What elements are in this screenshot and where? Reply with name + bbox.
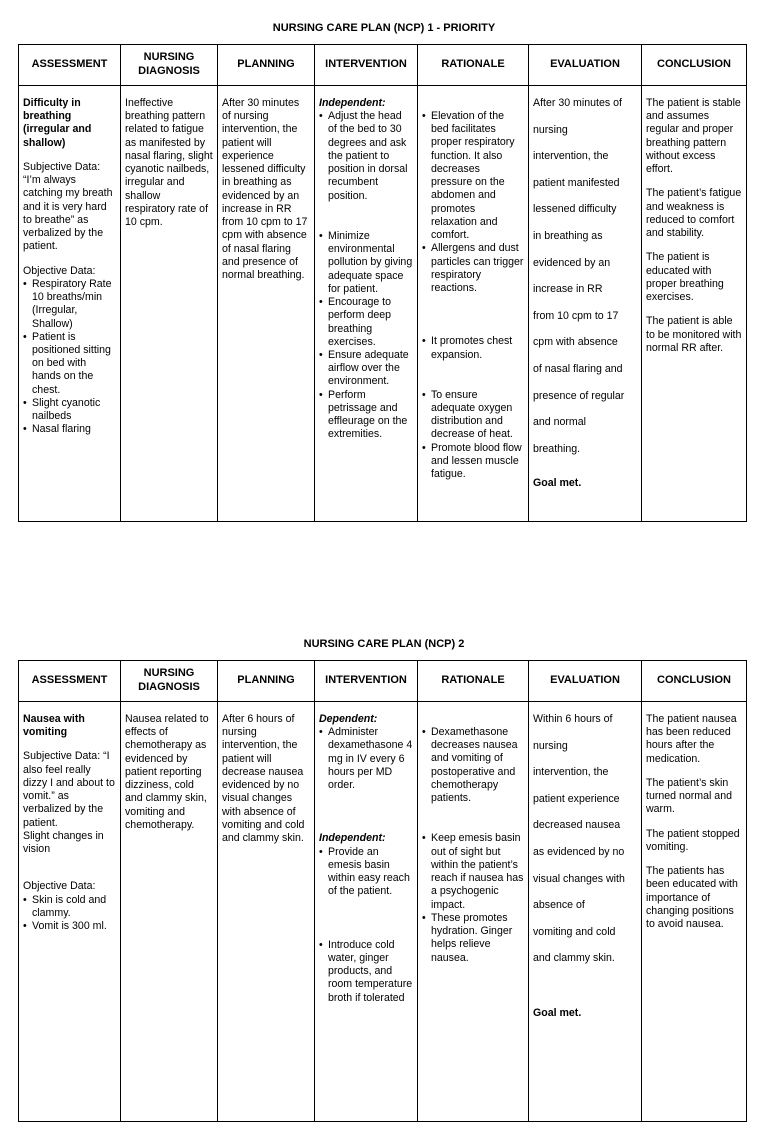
ncp1-conclusion-2: The patient’s fatigue and weakness is reduced to comfort and stability. [646, 187, 742, 240]
list-item: • Allergens and dust particles can trigger respiratory reactions. [422, 242, 524, 295]
ncp2-subjective-extra: Slight changes in vision [23, 829, 104, 856]
ncp2-body-row [19, 702, 747, 1122]
ncp2-intervention-cell [315, 702, 418, 1122]
list-item: • Nasal flaring [23, 423, 116, 436]
eval-line: After 30 minutes of [533, 97, 622, 109]
ncp2-planning: After 6 hours of nursing intervention, the patient will decrease nausea evidenced by no visual changes with absence of vomiting and cold and clammy skin. [222, 713, 305, 845]
list-item: • Slight cyanotic nailbeds [23, 397, 116, 423]
header-intervention: INTERVENTION [315, 45, 418, 86]
ncp2-dependent-label: Dependent: [319, 713, 378, 725]
ncp1-body-row [19, 86, 747, 522]
header-evaluation: EVALUATION [529, 45, 642, 86]
eval-line: lessened difficulty [533, 203, 617, 216]
list-item: • Minimize environmental pollution by giving adequate space for patient. [319, 230, 413, 296]
list-item: • Dexamethasone decreases nausea and vomiting of postoperative and chemotherapy patients. [422, 726, 524, 805]
ncp1-intervention-cell [315, 86, 418, 522]
ncp2-objective-label: Objective Data: [23, 880, 96, 893]
eval-line: patient manifested [533, 176, 620, 189]
header-rationale: RATIONALE [418, 45, 529, 86]
ncp1-rationale-list [422, 110, 524, 481]
list-item: • Patient is positioned sitting on bed with hands on the chest. [23, 331, 116, 397]
ncp2-independent-list [319, 846, 413, 1005]
list-item: • Perform petrissage and effleurage on the extremities. [319, 389, 413, 442]
eval-line: vomiting and cold [533, 925, 616, 938]
eval-line: of nasal flaring and [533, 362, 623, 375]
ncp2-title: NURSING CARE PLAN (NCP) 2 [303, 638, 465, 650]
header-planning: PLANNING [218, 661, 315, 702]
ncp1-problem: Difficulty in breathing (irregular and shallow) [23, 97, 92, 149]
ncp1-header-row [19, 45, 747, 86]
ncp1-diagnosis: Ineffective breathing pattern related to fatigue as manifested by nasal flaring, slight cyanotic nailbeds, irregular and shallow respiratory rate of 10 cpm. [125, 97, 213, 229]
eval-line: patient experience [533, 792, 620, 805]
eval-line: Within 6 hours of [533, 713, 613, 725]
ncp1-planning: After 30 minutes of nursing intervention, the patient will experience lessened difficulty in breathing as evidenced by an increase in RR from 10 cpm to 17 cpm with absence of nasal flaring and presence of normal breathing. [222, 97, 308, 282]
ncp1-subjective: Subjective Data: “I’m always catching my breath and it is very hard to breathe” as verbalized by the patient. [23, 160, 113, 253]
eval-line: presence of regular [533, 389, 625, 402]
ncp1-conclusion-cell [642, 86, 747, 522]
ncp1-evaluation-cell [529, 86, 642, 522]
ncp2-assessment-cell [19, 702, 121, 1122]
eval-line: increase in RR [533, 283, 603, 296]
list-item: • Promote blood flow and lessen muscle fatigue. [422, 442, 524, 482]
ncp1-goal: Goal met. [533, 477, 582, 490]
ncp2-rationale-list [422, 726, 524, 965]
eval-line: as evidenced by no [533, 845, 625, 858]
ncp2-problem: Nausea with vomiting [23, 713, 85, 739]
eval-line: in breathing as [533, 229, 603, 242]
list-item: • Respiratory Rate 10 breaths/min (Irregular, Shallow) [23, 278, 116, 331]
eval-line: breathing. [533, 442, 581, 455]
eval-line: absence of [533, 899, 585, 912]
list-item: • These promotes hydration. Ginger helps relieve nausea. [422, 912, 524, 965]
list-item: • Elevation of the bed facilitates proper respiratory function. It also decreases pressure on the abdomen and promotes relaxation and comfort. [422, 110, 524, 242]
list-item: • Provide an emesis basin within easy reach of the patient. [319, 846, 413, 899]
eval-line: and clammy skin. [533, 952, 615, 965]
eval-line: nursing [533, 123, 568, 136]
header-intervention: INTERVENTION [315, 661, 418, 702]
ncp1-table [18, 44, 747, 522]
ncp2-conclusion-4: The patients has been educated with importance of changing positions to avoid nausea. [646, 865, 738, 931]
eval-line: cpm with absence [533, 336, 618, 349]
list-item: • Encourage to perform deep breathing exercises. [319, 296, 413, 349]
list-item: • Keep emesis basin out of sight but within the patient’s reach if nausea has a psychogenic impact. [422, 832, 524, 911]
header-assessment: ASSESSMENT [19, 661, 121, 702]
eval-line: visual changes with [533, 872, 625, 885]
eval-line: nursing [533, 739, 568, 752]
ncp1-assessment-cell [19, 86, 121, 522]
ncp1-conclusion-3: The patient is educated with proper breathing exercises. [646, 251, 724, 304]
ncp1-objective-list [23, 278, 116, 437]
ncp1-rationale-cell [418, 86, 529, 522]
header-conclusion: CONCLUSION [642, 661, 747, 702]
ncp2-table [18, 660, 747, 1122]
eval-line: decreased nausea [533, 819, 621, 832]
ncp1-conclusion-1: The patient is stable and assumes regular and proper breathing pattern without excess effort. [646, 97, 741, 176]
ncp2-subjective: Subjective Data: “I also feel really dizzy I and about to vomit.” as verbalized by the patient. [23, 750, 115, 829]
header-assessment: ASSESSMENT [19, 45, 121, 86]
ncp2-conclusion-1: The patient nausea has been reduced hours after the medication. [646, 713, 737, 765]
list-item: • It promotes chest expansion. [422, 335, 524, 361]
ncp2-dependent-list [319, 726, 413, 792]
header-evaluation: EVALUATION [529, 661, 642, 702]
eval-line: from 10 cpm to 17 [533, 309, 619, 322]
ncp2-independent-label: Independent: [319, 832, 386, 845]
list-item: • To ensure adequate oxygen distribution and decrease of heat. [422, 389, 524, 442]
ncp2-rationale-cell [418, 702, 529, 1122]
eval-line: and normal [533, 416, 586, 429]
ncp2-diagnosis-cell [121, 702, 218, 1122]
ncp2-conclusion-cell [642, 702, 747, 1122]
ncp2-goal: Goal met. [533, 1006, 582, 1019]
header-planning: PLANNING [218, 45, 315, 86]
eval-line: evidenced by an [533, 256, 611, 269]
list-item: • Vomit is 300 ml. [23, 920, 116, 933]
list-item: • Administer dexamethasone 4 mg in IV every 6 hours per MD order. [319, 726, 413, 792]
ncp2-diagnosis: Nausea related to effects of chemotherapy as evidenced by patient reporting dizziness, cold and clammy skin, vomiting and chemotherapy. [125, 713, 209, 831]
ncp2-conclusion-3: The patient stopped vomiting. [646, 827, 740, 853]
list-item: • Adjust the head of the bed to 30 degrees and ask the patient to position in dorsal recumbent position. [319, 110, 413, 203]
header-nursing-diagnosis: NURSING DIAGNOSIS [121, 45, 218, 86]
list-item: • Introduce cold water, ginger products, and room temperature broth if tolerated [319, 939, 413, 1005]
ncp2-conclusion-2: The patient’s skin turned normal and warm. [646, 776, 732, 816]
ncp1-intervention-list [319, 110, 413, 441]
ncp1-planning-cell [218, 86, 315, 522]
eval-line: intervention, the [533, 150, 609, 163]
list-item: • Ensure adequate airflow over the environment. [319, 349, 413, 389]
ncp2-objective-list [23, 894, 116, 934]
ncp1-title: NURSING CARE PLAN (NCP) 1 - PRIORITY [272, 22, 496, 34]
list-item: • Skin is cold and clammy. [23, 894, 116, 920]
header-conclusion: CONCLUSION [642, 45, 747, 86]
ncp2-header-row [19, 661, 747, 702]
ncp1-conclusion-4: The patient is able to be monitored with normal RR after. [646, 315, 742, 354]
ncp1-independent-label: Independent: [319, 97, 386, 109]
header-nursing-diagnosis: NURSING DIAGNOSIS [121, 661, 218, 702]
ncp2-evaluation-cell [529, 702, 642, 1122]
ncp1-objective-label: Objective Data: [23, 264, 96, 277]
header-rationale: RATIONALE [418, 661, 529, 702]
eval-line: intervention, the [533, 766, 609, 779]
ncp2-planning-cell [218, 702, 315, 1122]
ncp1-diagnosis-cell [121, 86, 218, 522]
